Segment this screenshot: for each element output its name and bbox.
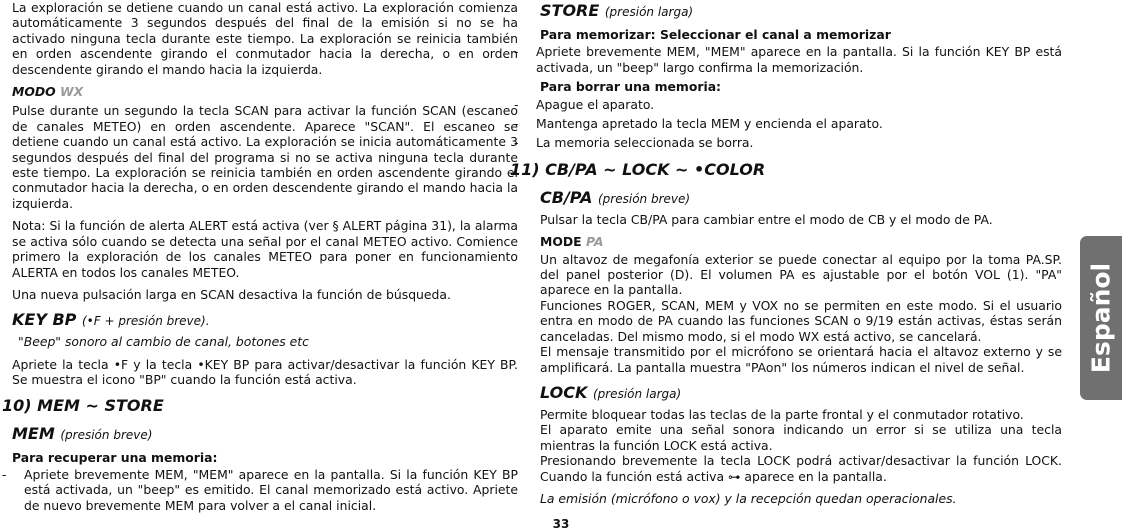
lock-heading: LOCK (presión larga) — [540, 382, 682, 402]
page-number: 33 — [552, 517, 570, 531]
pa-paragraph: Un altavoz de megafonía exterior se puede conectar al equipo por la toma PA.SP. del panel posterior (D). El volumen PA es ajustable por el botón VOL (1). "PA" aparece en la pantalla. — [540, 251, 1062, 298]
scan-off-paragraph: Una nueva pulsación larga en SCAN desactiva la función de búsqueda. — [12, 286, 451, 302]
modo-wx-heading: MODO WX — [12, 84, 84, 100]
pa-functions-paragraph: Funciones ROGER, SCAN, MEM y VOX no se permiten en este modo. Si el usuario entra en modo de PA cuando las funciones SCAN o 9/19 están activas, éstas serán canceladas. Del mismo modo, si el modo WX está activo, se cancelará. — [540, 297, 1062, 344]
list-item: - La memoria seleccionada se borra. — [512, 135, 1062, 150]
list-item: - Mantenga apretado la tecla MEM y encienda el aparato. — [512, 116, 1062, 131]
nota-paragraph: Nota: Si la función de alerta ALERT está activa (ver § ALERT página 31), la alarma se activa sólo cuando se detecta una señal por el canal METEO activo. Comience primero la exploración de los canales METEO para poner en funcionamiento ALERTA en todos los canales METEO. — [12, 218, 518, 280]
lock-note: La emisión (micrófono o vox) y la recepción quedan operacionales. — [540, 490, 957, 506]
borrar-heading: Para borrar una memoria: — [540, 79, 722, 95]
keybp-paragraph: Apriete la tecla •F y la tecla •KEY BP para activar/desactivar la función KEY BP. Se muestra el icono "BP" cuando la función está activa. — [12, 356, 518, 388]
modo-wx-paragraph: Pulse durante un segundo la tecla SCAN para activar la función SCAN (escaneo de canales METEO) en orden ascendente. Aparece "SCAN". El escaneo se detiene cuando un canal está activo. La exploración se inicia automáticamente 3 segundos después del final del programa si no se activa ninguna tecla durante este tiempo. La exploración se reinicia también en orden ascendente girando el conmutador hacia la derecha, o en orden descendente girando el mando hacia la izquierda. — [12, 103, 518, 211]
store-heading: STORE (presión larga) — [540, 1, 694, 20]
memorizar-line: Para memorizar: Seleccionar el canal a memorizar — [540, 27, 891, 42]
lock-paragraph: Permite bloquear todas las teclas de la parte frontal y el conmutador rotativo. — [540, 406, 1024, 422]
cbpa-heading: CB/PA (presión breve) — [540, 187, 691, 207]
mode-pa-heading: MODE PA — [540, 234, 604, 250]
right-column — [510, 0, 1062, 513]
list-item: - Apague el aparato. — [512, 97, 1062, 112]
section-10-heading: 10) MEM ~ STORE — [2, 395, 164, 415]
mem-heading: MEM (presión breve) — [12, 423, 153, 443]
left-column — [2, 0, 518, 517]
scan-paragraph: La exploración se detiene cuando un canal está activo. La exploración comienza automáticamente 3 segundos después del final de la emisión si no se ha activado ninguna tecla durante este tiempo. La exploración se reinicia también en orden ascendente girando el conmutador hacia la derecha, o en orden descendente girando el mando hacia la izquierda. — [12, 0, 518, 77]
pa-message-paragraph: El mensaje transmitido por el micrófono se orientará hacia el altavoz externo y se amplificará. La pantalla muestra "PAon" los números indican el nivel de señal. — [540, 344, 1062, 375]
lock-error-paragraph: El aparato emite una señal sonora indicando un error si se utiliza una tecla mientras la función LOCK está activa. — [540, 422, 1062, 453]
list-item: - Apriete brevemente MEM, "MEM" aparece en la pantalla. Si la función KEY BP está activada, un "beep" largo confirma la memorización. — [512, 44, 1062, 75]
section-11-heading: 11) CB/PA ~ LOCK ~ •COLOR — [510, 159, 766, 179]
cbpa-paragraph: Pulsar la tecla CB/PA para cambiar entre el modo de CB y el modo de PA. — [540, 211, 993, 227]
list-item: - Apriete brevemente MEM, "MEM" aparece en la pantalla. Si la función KEY BP está activada, un "beep" es emitido. El canal memorizado está activo. Apriete de nuevo brevemente MEM para volver a el canal inicial. — [0, 467, 518, 513]
keybp-heading: KEY BP (•F + presión breve). — [12, 310, 210, 330]
language-tab: Español — [1080, 236, 1122, 400]
keybp-note: "Beep" sonoro al cambio de canal, botones etc — [18, 334, 309, 350]
recuperar-heading: Para recuperar una memoria: — [12, 449, 218, 465]
lock-toggle-paragraph: Presionando brevemente la tecla LOCK podrá activar/desactivar la función LOCK. Cuando la función está activa ⊶ aparece en la pantalla. — [540, 453, 1062, 484]
